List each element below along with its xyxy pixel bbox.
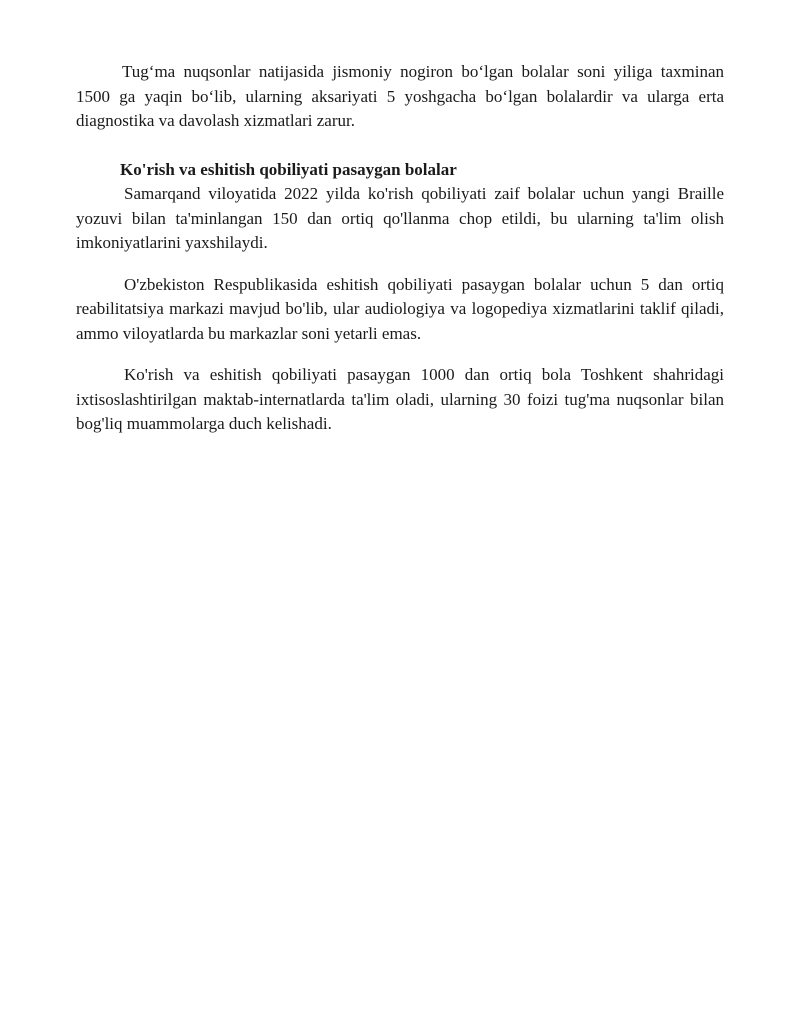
paragraph: Samarqand viloyatida 2022 yilda ko'rish qobiliyati zaif bolalar uchun yangi Braille yozuvi bilan ta'minlangan 150 dan ortiq qo'llanma chop etildi, bu ularning ta'lim olish imkoniyatlarini yaxshilaydi. [76, 184, 724, 252]
document-body [76, 60, 724, 437]
paragraph: Tugʻma nuqsonlar natijasida jismoniy nogiron boʻlgan bolalar soni yiliga taxminan 1500 ga yaqin boʻlib, ularning aksariyati 5 yoshgacha boʻlgan bolalardir va ularga erta diagnostika va davolash xizmatlari zarur. [76, 62, 724, 130]
section-heading: Ko'rish va eshitish qobiliyati pasaygan bolalar [120, 159, 457, 179]
paragraph: O'zbekiston Respublikasida eshitish qobiliyati pasaygan bolalar uchun 5 dan ortiq reabilitatsiya markazi mavjud bo'lib, ular audiologiya va logopediya xizmatlarini taklif qiladi, ammo viloyatlarda bu markazlar soni yetarli emas. [76, 274, 724, 343]
paragraph: Ko'rish va eshitish qobiliyati pasaygan 1000 dan ortiq bola Toshkent shahridagi ixtisoslashtirilgan maktab-internatlarda ta'lim oladi, ularning 30 foizi tug'ma nuqsonlar bilan bog'liq muammolarga duch kelishadi. [76, 365, 724, 433]
